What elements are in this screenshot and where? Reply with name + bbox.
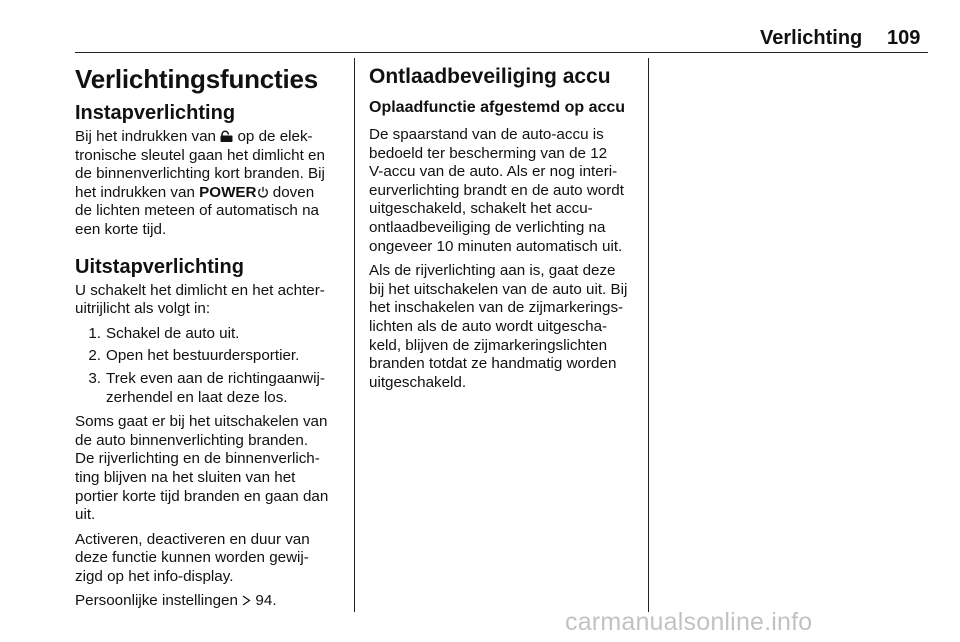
- column-divider-right: [648, 58, 649, 612]
- text-span: het indrukken van: [75, 183, 195, 201]
- unlock-icon: [220, 128, 233, 147]
- instap-paragraph: [75, 128, 341, 240]
- paragraph-line: [75, 128, 341, 147]
- paragraph-line: uitrijlicht als volgt in:: [75, 300, 211, 318]
- cross-reference[interactable]: [75, 592, 341, 611]
- paragraph-line: branden totdat ze handmatig worden: [369, 355, 617, 373]
- step-text: [106, 325, 239, 344]
- page-number: 109: [887, 27, 921, 49]
- paragraph-line: Als de rijverlichting aan is, gaat deze: [369, 262, 616, 280]
- step-text: [106, 370, 325, 407]
- paragraph-line: uit.: [75, 506, 96, 524]
- uitstap-paragraph: [75, 413, 341, 525]
- step-line: Open het bestuurdersportier.: [106, 347, 300, 365]
- accu-paragraph-2: [369, 262, 637, 392]
- step-line: Trek even aan de richtingaanwij-: [106, 369, 325, 387]
- paragraph-line: portier korte tijd branden en gaan dan: [75, 487, 329, 505]
- left-column: [75, 62, 341, 617]
- paragraph-line: de binnenverlichting kort branden. Bij: [75, 165, 325, 183]
- paragraph-line: De rijverlichting en de binnenverlich-: [75, 450, 320, 468]
- paragraph-line: Activeren, deactiveren en duur van: [75, 530, 310, 548]
- paragraph-line: deze functie kunnen worden gewij-: [75, 549, 309, 567]
- power-label: POWER: [199, 183, 257, 201]
- list-item: [75, 370, 341, 407]
- paragraph-line: bij het uitschakelen van de auto uit. Bij: [369, 280, 628, 298]
- step-number: 2.: [88, 347, 101, 365]
- paragraph-line: U schakelt het dimlicht en het achter-: [75, 281, 325, 299]
- list-item: [75, 347, 341, 366]
- text-span: op de elek-: [237, 128, 313, 145]
- text-span: Bij het indrukken van: [75, 128, 216, 145]
- paragraph-line: uitgeschakeld.: [369, 373, 467, 391]
- paragraph-line: een korte tijd.: [75, 220, 167, 238]
- paragraph-line: bedoeld ter bescherming van de 12: [369, 144, 608, 162]
- step-line: Schakel de auto uit.: [106, 324, 240, 342]
- paragraph-line: keld, blijven de zijmarkeringslichten: [369, 336, 608, 354]
- paragraph-line: zigd op het info-display.: [75, 567, 234, 585]
- middle-column: [369, 62, 637, 398]
- reference-arrow-icon: [242, 592, 251, 611]
- paragraph-line: de lichten meteen of automatisch na: [75, 202, 319, 220]
- header-rule: [75, 52, 928, 53]
- watermark: carmanualsonline.info: [565, 608, 813, 636]
- paragraph-line: De spaarstand van de auto-accu is: [369, 126, 604, 143]
- paragraph-line: V-accu van de auto. Als er nog interi-: [369, 163, 618, 181]
- paragraph-line: uitgeschakeld, schakelt het accu-: [369, 200, 593, 218]
- paragraph-line: [75, 184, 341, 203]
- accu-subheading: Oplaadfunctie afgestemd op accu: [369, 99, 626, 116]
- steps-list: [75, 325, 341, 407]
- paragraph-line: tronische sleutel gaan het dimlicht en: [75, 146, 325, 164]
- accu-paragraph-1: [369, 126, 637, 256]
- step-line: zerhendel en laat deze los.: [106, 388, 288, 406]
- accu-heading: Ontlaadbeveiliging accu: [369, 65, 611, 88]
- step-number: 1.: [88, 324, 101, 342]
- paragraph-line: ongeveer 10 minuten automatisch uit.: [369, 237, 623, 255]
- reference-text: Persoonlijke instellingen: [75, 592, 238, 610]
- paragraph-line: ting blijven na het sluiten van het: [75, 468, 296, 486]
- list-item: [75, 325, 341, 344]
- step-text: [106, 347, 299, 366]
- reference-page: 94.: [255, 592, 277, 610]
- paragraph-line: ontlaadbeveiliging de verlichting na: [369, 218, 606, 236]
- step-number: 3.: [88, 369, 101, 387]
- uitstap-intro: [75, 282, 341, 319]
- section-heading: Verlichtingsfuncties: [75, 64, 319, 94]
- column-divider-left: [354, 58, 355, 612]
- paragraph-line: het inschakelen van de zijmarkerings-: [369, 299, 624, 317]
- running-header-title: Verlichting: [760, 27, 863, 49]
- uitstap-heading: Uitstapverlichting: [75, 255, 244, 278]
- paragraph-line: Soms gaat er bij het uitschakelen van: [75, 413, 328, 431]
- power-icon: [257, 184, 269, 203]
- text-span: doven: [272, 183, 315, 201]
- paragraph-line: de auto binnenverlichting branden.: [75, 431, 309, 449]
- paragraph-line: eurverlichting brandt en de auto wordt: [369, 181, 624, 199]
- instap-heading: Instapverlichting: [75, 102, 236, 124]
- settings-paragraph: [75, 531, 341, 587]
- paragraph-line: lichten als de auto wordt uitgescha-: [369, 317, 608, 335]
